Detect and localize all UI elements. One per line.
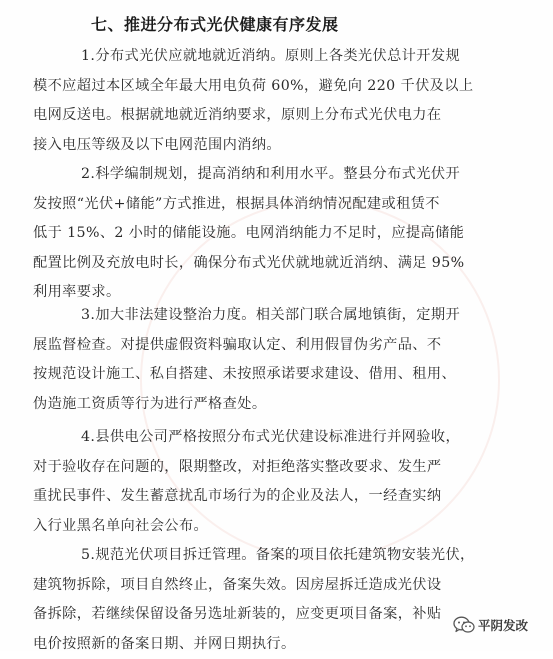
paragraph-line: 对于验收存在问题的，限期整改，对拒绝落实整改要求、发生严 — [33, 458, 442, 475]
wechat-icon — [453, 616, 475, 634]
paragraph-line: 接入电压等级及以下电网范围内消纳。 — [33, 136, 281, 153]
paragraph-line: 发按照“光伏+储能”方式推进，根据具体消纳情况配建或租赁不 — [33, 195, 440, 212]
paragraph-line: 2.科学编制规划，提高消纳和利用水平。整县分布式光伏开 — [81, 166, 461, 182]
paragraph-3 — [33, 301, 528, 419]
paragraph-line: 备拆除，若继续保留设备另选址新装的，应变更项目备案，补贴 — [33, 606, 442, 623]
paragraph-line: 伪造施工资质等行为进行严格查处。 — [33, 395, 267, 412]
paragraph-line: 重扰民事件、发生蓄意扰乱市场行为的企业及法人，一经查实纳 — [33, 488, 442, 505]
paragraph-line: 入行业黑名单向社会公布。 — [33, 517, 209, 534]
paragraph-4 — [33, 423, 528, 541]
paragraph-line: 5.规范光伏项目拆迁管理。备案的项目依托建筑物安装光伏， — [81, 547, 475, 563]
paragraph-1 — [33, 42, 528, 160]
paragraph-line: 配置比例及充放电时长，确保分布式光伏就地就近消纳、满足 95% — [33, 254, 465, 271]
paragraph-line: 电网反送电。根据就地就近消纳要求，原则上分布式光伏电力在 — [33, 107, 442, 124]
paragraph-line: 建筑物拆除，项目自然终止，备案失效。因房屋拆迁造成光伏设 — [33, 576, 442, 593]
paragraph-line: 模不应超过本区域全年最大用电负荷 60%，避免向 220 千伏及以上 — [33, 77, 474, 94]
paragraph-line: 按规范设计施工、私自搭建、未按照承诺要求建设、借用、租用、 — [33, 366, 457, 383]
paragraph-5 — [33, 541, 528, 659]
paragraph-line: 低于 15%、2 小时的储能设施。电网消纳能力不足时，应提高储能 — [33, 225, 465, 242]
paragraph-line: 电价按照新的备案日期、并网日期执行。 — [33, 635, 296, 652]
account-watermark — [453, 614, 528, 636]
paragraph-line: 展监督检查。对提供虚假资料骗取认定、利用假冒伪劣产品、不 — [33, 336, 442, 353]
section-heading: 七、推进分布式光伏健康有序发展 — [91, 15, 339, 34]
paragraph-line: 3.加大非法建设整治力度。相关部门联合属地镇街，定期开 — [81, 307, 461, 323]
paragraph-line: 1.分布式光伏应就地就近消纳。原则上各类光伏总计开发规 — [81, 48, 461, 64]
paragraph-2 — [33, 160, 528, 308]
paragraph-line: 利用率要求。 — [33, 284, 121, 301]
paragraph-line: 4.县供电公司严格按照分布式光伏建设标准进行并网验收， — [81, 429, 461, 445]
watermark-text: 平阴发改 — [478, 618, 529, 633]
